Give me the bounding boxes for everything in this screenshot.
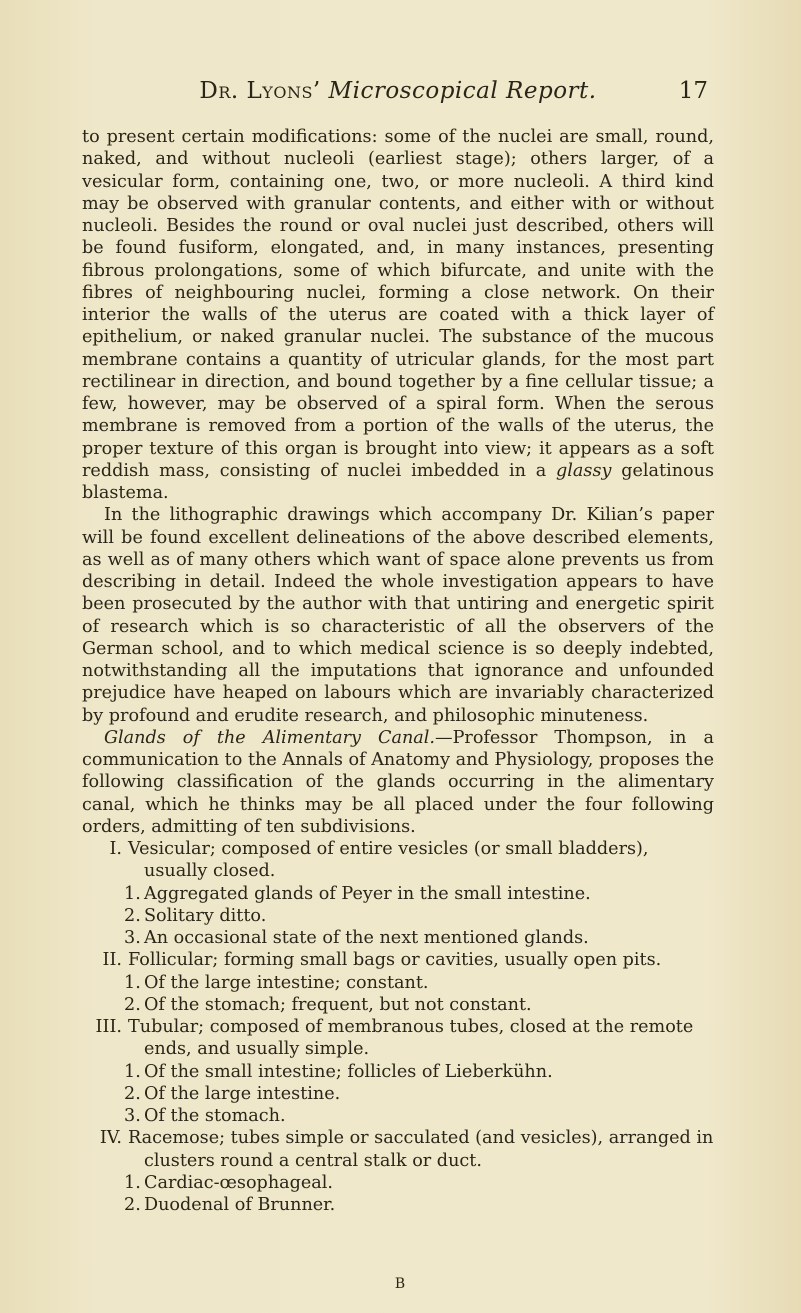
subdivision-item — [82, 927, 714, 949]
order-numeral: IV. — [99, 1128, 122, 1149]
subdivision-item — [82, 1083, 714, 1105]
sub-number: 1. — [124, 1061, 141, 1082]
running-head — [88, 78, 708, 104]
subdivision-item — [82, 905, 714, 927]
order-numeral: I. — [109, 839, 122, 859]
order-item — [82, 838, 714, 883]
page-header — [88, 78, 708, 112]
page-number: 17 — [678, 78, 708, 104]
sub-number: 2. — [124, 1083, 141, 1104]
order-numeral: III. — [95, 1017, 122, 1037]
classification-list — [82, 838, 714, 1216]
sub-number: 1. — [124, 972, 141, 993]
sub-text: Solitary ditto. — [144, 905, 267, 926]
running-head-title: Microscopical Report. — [328, 78, 597, 104]
body-text — [82, 126, 714, 1216]
sub-text: Of the stomach; frequent, but not constant. — [144, 994, 532, 1015]
paragraph-tail: gelatinous blastema. — [82, 460, 714, 503]
order-numeral: II. — [102, 950, 122, 971]
sub-number: 1. — [124, 1172, 141, 1193]
order-text: Follicular; forming small bags or cavities, usually open pits. — [128, 950, 662, 971]
order-item — [82, 1016, 714, 1061]
sub-text: Of the large intestine. — [144, 1083, 341, 1104]
section-heading-italic: Glands of the Alimentary Canal. — [104, 727, 435, 748]
order-item — [82, 949, 714, 971]
sub-number: 3. — [124, 928, 141, 948]
order-text: Racemose; tubes simple or sacculated (and vesicles), arranged in clusters round a central stalk or duct. — [128, 1128, 714, 1171]
sub-number: 2. — [124, 1195, 141, 1215]
sub-text: Aggregated glands of Peyer in the small intestine. — [144, 883, 591, 904]
running-head-author: Dr. Lyons’ — [199, 78, 321, 104]
sub-text: Cardiac-œsophageal. — [144, 1172, 334, 1193]
sub-number: 3. — [124, 1106, 141, 1126]
sub-text: Duodenal of Brunner. — [144, 1195, 336, 1215]
italic-word: glassy — [556, 460, 612, 481]
paragraph-text: —Professor Thompson, in a communication to the Annals of Anatomy and Physiology, proposes the following classification of the glands occurring in the alimentary canal, which he thinks may be all placed under the four following orders, admitting of ten subdivisions. — [82, 727, 714, 837]
order-item — [82, 1127, 714, 1172]
subdivision-item — [82, 972, 714, 994]
sub-text: An occasional state of the next mentioned glands. — [144, 928, 589, 948]
signature-mark: B — [394, 1276, 407, 1292]
sub-number: 1. — [124, 883, 141, 904]
sub-number: 2. — [124, 905, 141, 926]
sub-text: Of the small intestine; follicles of Lieberkühn. — [144, 1061, 553, 1082]
subdivision-item — [82, 1194, 714, 1216]
paragraph-text: In the lithographic drawings which accompany Dr. Kilian’s paper will be found excellent delineations of the above described elements, as well as of many others which want of space alone prevents us from describing in detail. Indeed the whole investigation appears to have been prosecuted by the author with that untiring and energetic spirit of research which is so characteristic of all the observers of the German school, and to which medical science is so deeply indebted, notwithstanding all the imputations that ignorance and unfounded prejudice have heaped on labours which are invariably characterized by profound and erudite research, and philosophic minuteness. — [82, 505, 714, 726]
subdivision-item — [82, 1105, 714, 1127]
paragraph-glands — [82, 727, 714, 838]
paragraph-uterus — [82, 126, 714, 504]
order-text: Vesicular; composed of entire vesicles (or small bladders), usually closed. — [128, 839, 649, 882]
sub-number: 2. — [124, 994, 141, 1015]
order-text: Tubular; composed of membranous tubes, closed at the remote ends, and usually simple. — [128, 1017, 694, 1060]
subdivision-item — [82, 883, 714, 905]
paragraph-lithographic — [82, 504, 714, 727]
paragraph-text: to present certain modifications: some of the nuclei are small, round, naked, and without nucleoli (earliest stage); others larger, of a vesicular form, containing one, two, or more nucleoli. A third kind may be observed with granular contents, and either with or without nucleoli. Besides the round or oval nuclei just described, others will be found fusiform, elongated, and, in many instances, presenting fibrous prolongations, some of which bifurcate, and unite with the fibres of neighbouring nuclei, forming a close network. On their interior the walls of the uterus are coated with a thick layer of epithelium, or naked granular nuclei. The substance of the mucous membrane contains a quantity of utricular glands, for the most part rectilinear in direction, and bound together by a fine cellular tissue; a few, however, may be observed of a spiral form. When the serous membrane is removed from a portion of the walls of the uterus, the proper texture of this organ is brought into view; it appears as a soft reddish mass, consisting of nuclei imbedded in a — [82, 127, 714, 481]
sub-text: Of the large intestine; constant. — [144, 972, 429, 993]
subdivision-item — [82, 994, 714, 1016]
sub-text: Of the stomach. — [144, 1106, 286, 1126]
subdivision-item — [82, 1172, 714, 1194]
subdivision-item — [82, 1061, 714, 1083]
